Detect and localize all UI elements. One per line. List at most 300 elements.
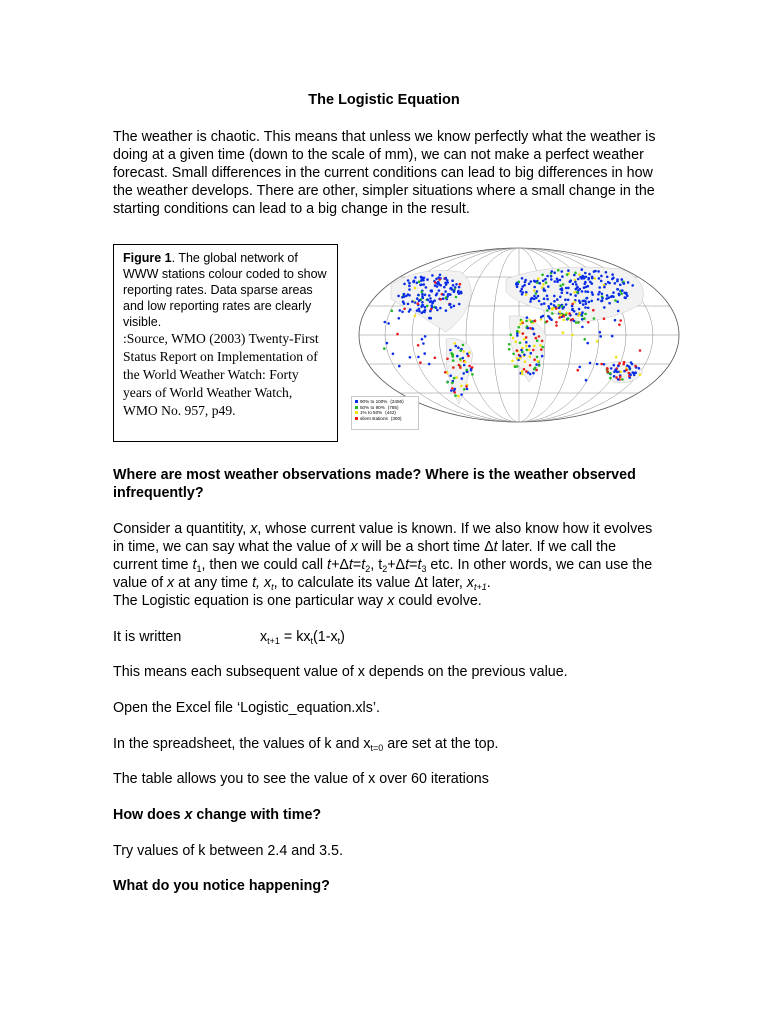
station-dot	[525, 320, 528, 323]
station-dot	[401, 311, 404, 314]
station-dot	[535, 337, 538, 340]
station-dot	[428, 363, 431, 366]
station-dot	[609, 377, 612, 380]
station-dot	[418, 310, 421, 313]
station-dot	[584, 290, 587, 293]
station-dot	[616, 280, 619, 283]
station-dot	[613, 375, 616, 378]
var-t: t	[192, 557, 197, 573]
station-dot	[552, 307, 555, 310]
station-dot	[428, 294, 431, 297]
station-dot	[631, 371, 634, 374]
station-dot	[460, 291, 463, 294]
station-dot	[565, 314, 568, 317]
station-dot	[424, 309, 427, 312]
station-dot	[529, 355, 532, 358]
station-dot	[519, 355, 522, 358]
station-dot	[445, 309, 448, 312]
paragraph-table: The table allows you to see the value of x over 60 iterations	[113, 771, 489, 787]
station-dot	[551, 312, 554, 315]
station-dot	[455, 376, 458, 379]
station-dot	[526, 316, 529, 319]
station-dot	[541, 274, 544, 277]
station-dot	[638, 367, 641, 370]
station-dot	[629, 374, 632, 377]
station-dot	[525, 341, 528, 344]
station-dot	[555, 321, 558, 324]
station-dot	[555, 324, 558, 327]
station-dot	[435, 278, 438, 281]
station-dot	[439, 284, 442, 287]
station-dot	[521, 370, 524, 373]
station-dot	[408, 282, 411, 285]
station-dot	[407, 279, 410, 282]
station-dot	[519, 342, 522, 345]
station-dot	[584, 313, 587, 316]
station-dot	[546, 298, 549, 301]
station-dot	[443, 286, 446, 289]
station-dot	[599, 331, 602, 334]
station-dot	[466, 369, 469, 372]
subscript: 2	[365, 564, 371, 574]
station-dot	[420, 305, 423, 308]
station-dot	[539, 282, 542, 285]
station-dot	[409, 356, 412, 359]
station-dot	[444, 290, 447, 293]
station-dot	[582, 303, 585, 306]
station-dot	[414, 276, 417, 279]
station-dot	[530, 352, 533, 355]
station-dot	[546, 295, 549, 298]
station-dot	[411, 300, 414, 303]
station-dot	[564, 298, 567, 301]
subscript: t+1	[473, 582, 487, 592]
station-dot	[436, 309, 439, 312]
station-dot	[530, 280, 533, 283]
station-dot	[618, 323, 621, 326]
station-dot	[425, 286, 428, 289]
station-dot	[438, 289, 441, 292]
station-dot	[414, 314, 417, 317]
equation-line	[113, 628, 658, 646]
paragraph-spreadsheet	[113, 735, 658, 753]
station-dot	[383, 347, 386, 350]
station-dot	[451, 279, 454, 282]
station-dot	[521, 373, 524, 376]
station-dot	[426, 305, 429, 308]
text-span: Δ	[339, 557, 349, 573]
station-dot	[451, 387, 454, 390]
var-x: x	[466, 575, 474, 591]
station-dot	[633, 374, 636, 377]
station-dot	[550, 318, 553, 321]
station-dot	[446, 381, 449, 384]
station-dot	[447, 293, 450, 296]
station-dot	[577, 278, 580, 281]
text-span: The Logistic equation is one particular way	[113, 593, 388, 609]
station-dot	[551, 270, 554, 273]
station-dot	[578, 273, 581, 276]
station-dot	[593, 270, 596, 273]
station-dot	[521, 320, 524, 323]
station-dot	[606, 367, 609, 370]
station-dot	[451, 382, 454, 385]
station-dot	[565, 287, 568, 290]
station-dot	[585, 297, 588, 300]
station-dot	[416, 309, 419, 312]
station-dot	[581, 268, 584, 271]
station-dot	[553, 304, 556, 307]
text-span: are set at the top.	[383, 736, 499, 752]
station-dot	[445, 277, 448, 280]
station-dot	[614, 369, 617, 372]
station-dot	[403, 293, 406, 296]
station-dot	[419, 361, 422, 364]
station-dot	[583, 317, 586, 320]
text-span: )	[340, 629, 345, 645]
station-dot	[521, 285, 524, 288]
station-dot	[553, 271, 556, 274]
station-dot	[462, 372, 465, 375]
station-dot	[512, 337, 515, 340]
station-dot	[538, 300, 541, 303]
text-span: =	[409, 557, 418, 573]
station-dot	[541, 286, 544, 289]
station-dot	[455, 296, 458, 299]
station-dot	[435, 306, 438, 309]
station-dot	[444, 282, 447, 285]
station-dot	[546, 275, 549, 278]
station-dot	[528, 349, 531, 352]
station-dot	[462, 350, 465, 353]
station-dot	[541, 355, 544, 358]
station-dot	[628, 372, 631, 375]
station-dot	[620, 292, 623, 295]
station-dot	[439, 274, 442, 277]
station-dot	[537, 360, 540, 363]
legend-count: (300)	[390, 415, 402, 421]
station-dot	[540, 303, 543, 306]
station-dot	[616, 371, 619, 374]
station-dot	[603, 363, 606, 366]
station-dot	[519, 290, 522, 293]
station-dot	[550, 278, 553, 281]
station-dot	[519, 323, 522, 326]
subscript: 3	[421, 564, 427, 574]
station-dot	[527, 327, 530, 330]
station-dot	[587, 321, 590, 324]
station-dot	[561, 292, 564, 295]
station-dot	[454, 286, 457, 289]
station-dot	[466, 388, 469, 391]
station-dot	[452, 359, 455, 362]
station-dot	[585, 379, 588, 382]
station-dot	[573, 301, 576, 304]
station-dot	[624, 297, 627, 300]
station-dot	[414, 287, 417, 290]
station-dot	[416, 282, 419, 285]
station-dot	[431, 274, 434, 277]
station-dot	[627, 281, 630, 284]
figure-caption-box	[113, 244, 338, 442]
station-dot	[582, 300, 585, 303]
station-dot	[452, 353, 455, 356]
var-t: t	[348, 557, 353, 573]
station-dot	[575, 283, 578, 286]
station-dot	[521, 277, 524, 280]
question-change	[113, 806, 658, 824]
station-dot	[576, 287, 579, 290]
station-dot	[416, 297, 419, 300]
station-dot	[453, 342, 456, 345]
station-dot	[446, 279, 449, 282]
station-dot	[534, 319, 537, 322]
figure-source: :Source, WMO (2003) Twenty-First Status Report on Implementation of the World Weather Watch: Forty years of World Weather Watch, WMO No. 957, p49.	[123, 331, 319, 418]
station-dot	[574, 281, 577, 284]
station-dot	[587, 291, 590, 294]
station-dot	[431, 302, 434, 305]
legend-swatch	[355, 406, 358, 409]
station-dot	[458, 303, 461, 306]
station-dot	[573, 291, 576, 294]
station-dot	[452, 366, 455, 369]
station-dot	[532, 349, 535, 352]
station-dot	[522, 291, 525, 294]
station-dot	[542, 280, 545, 283]
station-dot	[547, 315, 550, 318]
station-dot	[561, 270, 564, 273]
station-dot	[463, 388, 466, 391]
var-t: t	[417, 557, 422, 573]
station-dot	[614, 299, 617, 302]
station-dot	[399, 309, 402, 312]
station-dot	[457, 346, 460, 349]
station-dot	[508, 343, 511, 346]
station-dot	[418, 299, 421, 302]
station-dot	[634, 365, 637, 368]
station-dot	[618, 293, 621, 296]
station-dot	[537, 295, 540, 298]
station-dot	[578, 366, 581, 369]
paragraph-open-file: Open the Excel file ‘Logistic_equation.xls’.	[113, 700, 381, 716]
station-dot	[531, 297, 534, 300]
station-dot	[591, 277, 594, 280]
station-dot	[450, 306, 453, 309]
station-dot	[429, 301, 432, 304]
station-dot	[423, 283, 426, 286]
text-span: +Δ	[387, 557, 406, 573]
station-dot	[421, 291, 424, 294]
station-dot	[561, 275, 564, 278]
station-dot	[572, 283, 575, 286]
text-span: change with time?	[192, 807, 322, 823]
station-dot	[421, 301, 424, 304]
station-dot	[465, 385, 468, 388]
station-dot	[523, 368, 526, 371]
station-dot	[619, 319, 622, 322]
station-dot	[543, 298, 546, 301]
station-dot	[453, 377, 456, 380]
station-dot	[429, 297, 432, 300]
station-dot	[418, 281, 421, 284]
station-dot	[558, 307, 561, 310]
legend-label: 90% to 100%	[360, 399, 388, 404]
station-dot	[407, 303, 410, 306]
station-dot	[428, 317, 431, 320]
station-dot	[600, 275, 603, 278]
station-dot	[562, 307, 565, 310]
station-dot	[555, 307, 558, 310]
paragraph-depends: This means each subsequent value of x depends on the previous value.	[113, 664, 568, 680]
legend-label: 50% to 90%	[360, 404, 385, 410]
station-dot	[612, 291, 615, 294]
station-dot	[610, 367, 613, 370]
station-dot	[615, 356, 618, 359]
station-dot	[525, 345, 528, 348]
station-dot	[420, 279, 423, 282]
station-dot	[603, 306, 606, 309]
consider-paragraph	[113, 520, 658, 610]
station-dot	[541, 346, 544, 349]
station-dot	[468, 351, 471, 354]
station-dot	[437, 276, 440, 279]
station-dot	[603, 286, 606, 289]
station-dot	[529, 327, 532, 330]
station-dot	[597, 298, 600, 301]
station-dot	[619, 370, 622, 373]
station-dot	[445, 296, 448, 299]
station-dot	[417, 302, 420, 305]
station-dot	[539, 344, 542, 347]
subscript: t	[337, 636, 341, 646]
station-dot	[524, 281, 527, 284]
station-dot	[543, 289, 546, 292]
station-dot	[461, 377, 464, 380]
station-dot	[454, 388, 457, 391]
station-dot	[533, 333, 536, 336]
legend-row	[355, 416, 415, 422]
station-dot	[541, 340, 544, 343]
station-dot	[420, 283, 423, 286]
station-dot	[391, 310, 394, 313]
var-t: t	[405, 557, 410, 573]
station-dot	[569, 293, 572, 296]
legend-swatch	[355, 400, 358, 403]
station-dot	[398, 317, 401, 320]
var-t: t	[361, 557, 366, 573]
station-dot	[576, 291, 579, 294]
station-dot	[540, 348, 543, 351]
station-dot	[545, 281, 548, 284]
station-dot	[420, 276, 423, 279]
text-span: later. If we call the current time	[113, 539, 617, 573]
station-dot	[571, 305, 574, 308]
station-dot	[459, 283, 462, 286]
question-notice: What do you notice happening?	[113, 878, 330, 894]
station-dot	[615, 376, 618, 379]
station-dot	[553, 300, 556, 303]
station-dot	[392, 353, 395, 356]
station-dot	[569, 279, 572, 282]
station-dot	[548, 307, 551, 310]
var-t: t	[493, 539, 498, 555]
station-dot	[579, 288, 582, 291]
text-span: = kx	[279, 629, 311, 645]
station-dot	[567, 299, 570, 302]
station-dot	[457, 291, 460, 294]
station-dot	[455, 283, 458, 286]
station-dot	[601, 297, 604, 300]
station-dot	[601, 300, 604, 303]
station-dot	[557, 269, 560, 272]
station-dot	[528, 345, 531, 348]
station-dot	[442, 297, 445, 300]
station-dot	[429, 310, 432, 313]
station-dot	[611, 273, 614, 276]
station-dot	[457, 395, 460, 398]
station-dot	[529, 300, 532, 303]
station-dot	[536, 282, 539, 285]
station-dot	[559, 296, 562, 299]
station-dot	[567, 317, 570, 320]
text-span: will be a short time Δ	[357, 539, 494, 555]
station-dot	[462, 357, 465, 360]
station-dot	[542, 315, 545, 318]
station-dot	[547, 285, 550, 288]
station-dot	[528, 283, 531, 286]
station-dot	[590, 300, 593, 303]
station-dot	[408, 294, 411, 297]
legend-swatch	[355, 417, 358, 420]
station-dot	[525, 291, 528, 294]
station-dot	[563, 319, 566, 322]
station-dot	[617, 365, 620, 368]
text-span: etc. In other words, we can use the value of	[113, 557, 653, 591]
station-dot	[533, 289, 536, 292]
station-dot	[439, 298, 442, 301]
station-dot	[537, 277, 540, 280]
station-dot	[511, 359, 514, 362]
station-dot	[471, 373, 474, 376]
station-dot	[426, 278, 429, 281]
station-dot	[450, 287, 453, 290]
subscript: 1	[196, 564, 202, 574]
subscript: t=0	[370, 743, 384, 753]
station-dot	[601, 293, 604, 296]
station-dot	[605, 271, 608, 274]
station-dot	[421, 293, 424, 296]
legend-label: 1% to 50%	[360, 410, 383, 416]
station-dot	[468, 365, 471, 368]
station-dot	[421, 295, 424, 298]
station-dot	[449, 374, 452, 377]
station-dot	[525, 370, 528, 373]
station-dot	[578, 300, 581, 303]
var-x: x	[387, 593, 395, 609]
var-x: x	[184, 807, 193, 823]
station-dot	[621, 378, 624, 381]
text-span: at any time	[174, 575, 253, 591]
station-dot	[442, 293, 445, 296]
station-dot	[458, 364, 461, 367]
station-dot	[453, 305, 456, 308]
station-dot	[523, 354, 526, 357]
station-dot	[556, 298, 559, 301]
station-dot	[523, 338, 526, 341]
station-dot	[516, 330, 519, 333]
station-dot	[562, 315, 565, 318]
station-dot	[448, 304, 451, 307]
